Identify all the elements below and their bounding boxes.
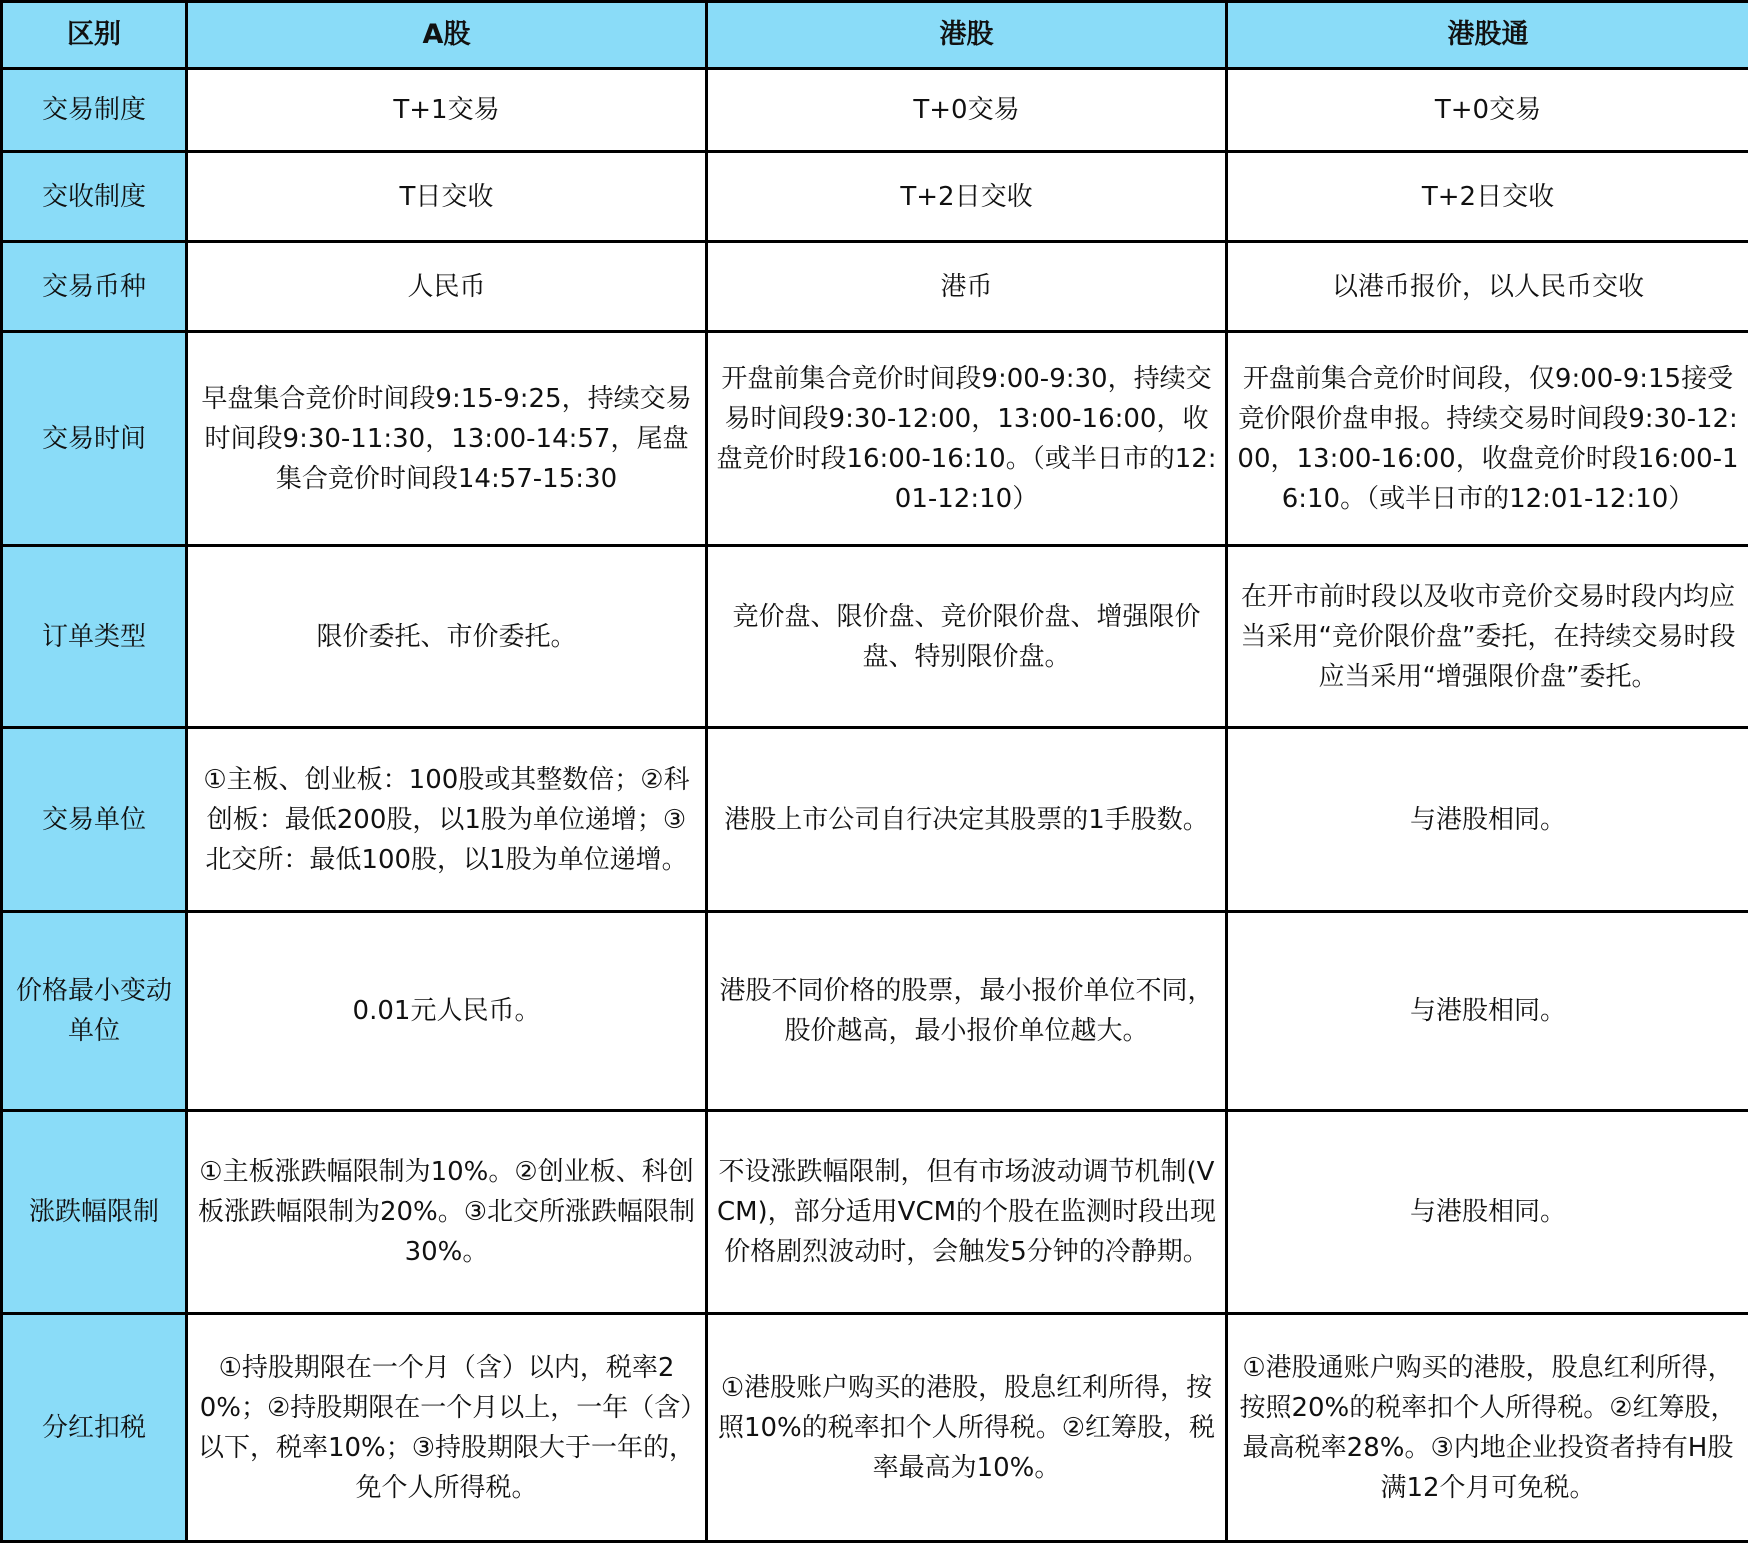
cell-hk-connect: 开盘前集合竞价时间段，仅9:00-9:15接受竞价限价盘申报。持续交易时间段9:30-12:00，13:00-16:00，收盘竞价时段16:00-16:10。（或半日市的12:01-12:10）	[1227, 332, 1748, 546]
cell-hk-connect: T+2日交收	[1227, 152, 1748, 242]
table-row	[2, 728, 1748, 912]
table-row	[2, 912, 1748, 1111]
row-label: 交收制度	[2, 152, 187, 242]
cell-a-share: 限价委托、市价委托。	[187, 546, 707, 728]
cell-a-share: 0.01元人民币。	[187, 912, 707, 1111]
row-label: 交易币种	[2, 242, 187, 332]
row-label: 交易制度	[2, 69, 187, 152]
cell-hk-connect: 与港股相同。	[1227, 1111, 1748, 1314]
cell-hk-stock: T+2日交收	[707, 152, 1227, 242]
row-label: 交易时间	[2, 332, 187, 546]
cell-hk-stock: 港股不同价格的股票，最小报价单位不同，股价越高，最小报价单位越大。	[707, 912, 1227, 1111]
cell-a-share: ①主板涨跌幅限制为10%。②创业板、科创板涨跌幅限制为20%。③北交所涨跌幅限制30%。	[187, 1111, 707, 1314]
cell-hk-stock: 竞价盘、限价盘、竞价限价盘、增强限价盘、特别限价盘。	[707, 546, 1227, 728]
row-label: 价格最小变动单位	[2, 912, 187, 1111]
cell-hk-connect: 与港股相同。	[1227, 912, 1748, 1111]
header-difference: 区别	[2, 2, 187, 69]
cell-hk-connect: 以港币报价，以人民币交收	[1227, 242, 1748, 332]
cell-a-share: ①持股期限在一个月（含）以内，税率20%；②持股期限在一个月以上，一年（含）以下，税率10%；③持股期限大于一年的，免个人所得税。	[187, 1314, 707, 1542]
cell-a-share: T+1交易	[187, 69, 707, 152]
table-row	[2, 152, 1748, 242]
header-a-share: A股	[187, 2, 707, 69]
table-row	[2, 546, 1748, 728]
header-row	[2, 2, 1748, 69]
cell-hk-connect: 与港股相同。	[1227, 728, 1748, 912]
table-row	[2, 69, 1748, 152]
header-hk-stock: 港股	[707, 2, 1227, 69]
table-row	[2, 1314, 1748, 1542]
row-label: 交易单位	[2, 728, 187, 912]
cell-hk-stock: 港币	[707, 242, 1227, 332]
row-label: 订单类型	[2, 546, 187, 728]
table-row	[2, 1111, 1748, 1314]
cell-hk-stock: 不设涨跌幅限制，但有市场波动调节机制(VCM)，部分适用VCM的个股在监测时段出现价格剧烈波动时，会触发5分钟的冷静期。	[707, 1111, 1227, 1314]
cell-hk-stock: ①港股账户购买的港股，股息红利所得，按照10%的税率扣个人所得税。②红筹股，税率最高为10%。	[707, 1314, 1227, 1542]
cell-a-share: 人民币	[187, 242, 707, 332]
table-row	[2, 332, 1748, 546]
header-hk-connect: 港股通	[1227, 2, 1748, 69]
cell-a-share: T日交收	[187, 152, 707, 242]
cell-hk-connect: T+0交易	[1227, 69, 1748, 152]
cell-a-share: 早盘集合竞价时间段9:15-9:25，持续交易时间段9:30-11:30，13:00-14:57，尾盘集合竞价时间段14:57-15:30	[187, 332, 707, 546]
cell-hk-stock: T+0交易	[707, 69, 1227, 152]
row-label: 涨跌幅限制	[2, 1111, 187, 1314]
cell-a-share: ①主板、创业板：100股或其整数倍；②科创板：最低200股，以1股为单位递增；③北交所：最低100股，以1股为单位递增。	[187, 728, 707, 912]
cell-hk-connect: 在开市前时段以及收市竞价交易时段内均应当采用“竞价限价盘”委托，在持续交易时段应当采用“增强限价盘”委托。	[1227, 546, 1748, 728]
cell-hk-stock: 港股上市公司自行决定其股票的1手股数。	[707, 728, 1227, 912]
cell-hk-stock: 开盘前集合竞价时间段9:00-9:30，持续交易时间段9:30-12:00，13:00-16:00，收盘竞价时段16:00-16:10。（或半日市的12:01-12:10）	[707, 332, 1227, 546]
row-label: 分红扣税	[2, 1314, 187, 1542]
cell-hk-connect: ①港股通账户购买的港股，股息红利所得，按照20%的税率扣个人所得税。②红筹股，最高税率28%。③内地企业投资者持有H股满12个月可免税。	[1227, 1314, 1748, 1542]
table-row	[2, 242, 1748, 332]
